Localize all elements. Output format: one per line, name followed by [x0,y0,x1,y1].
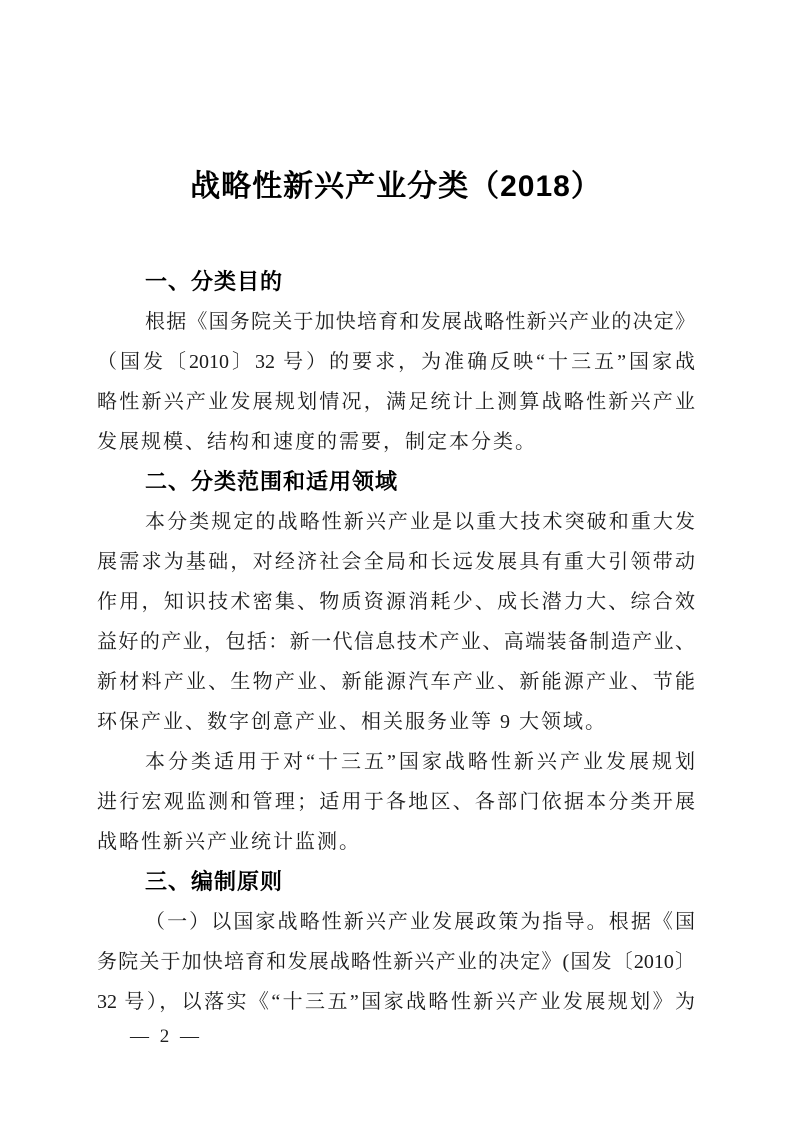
body-line: 作用，知识技术密集、物质资源消耗少、成长潜力大、综合效 [97,591,695,613]
body-line: 32 号），以落实《“十三五”国家战略性新兴产业发展规划》为 [97,991,695,1013]
body-line: 展需求为基础，对经济社会全局和长远发展具有重大引领带动 [97,551,695,573]
body-line: 务院关于加快培育和发展战略性新兴产业的决定》(国发〔2010〕 [97,951,695,973]
section-heading: 三、编制原则 [145,869,284,894]
body-line: 发展规模、结构和速度的需要，制定本分类。 [97,431,537,453]
section-heading: 二、分类范围和适用领域 [145,469,399,494]
body-line: 进行宏观监测和管理；适用于各地区、各部门依据本分类开展 [97,791,695,813]
body-line: 环保产业、数字创意产业、相关服务业等 9 大领域。 [97,711,607,733]
section-heading: 一、分类目的 [145,269,284,294]
body-line: 本分类规定的战略性新兴产业是以重大技术突破和重大发 [145,511,695,533]
body-line: 略性新兴产业发展规划情况，满足统计上测算战略性新兴产业 [97,391,695,413]
body-line: 新材料产业、生物产业、新能源汽车产业、新能源产业、节能 [97,671,695,693]
body-line: （一）以国家战略性新兴产业发展政策为指导。根据《国 [145,911,695,933]
body-line: 根据《国务院关于加快培育和发展战略性新兴产业的决定》 [145,311,695,333]
body-line: 益好的产业，包括：新一代信息技术产业、高端装备制造产业、 [97,631,695,653]
body-line: （国发〔2010〕32 号）的要求，为准确反映“十三五”国家战 [97,351,695,373]
document-body [97,262,695,1022]
page-number: — 2 — [130,1026,202,1047]
body-line: 本分类适用于对“十三五”国家战略性新兴产业发展规划 [145,751,695,773]
document-title: 战略性新兴产业分类（2018） [190,170,602,203]
body-line: 战略性新兴产业统计监测。 [97,831,361,853]
